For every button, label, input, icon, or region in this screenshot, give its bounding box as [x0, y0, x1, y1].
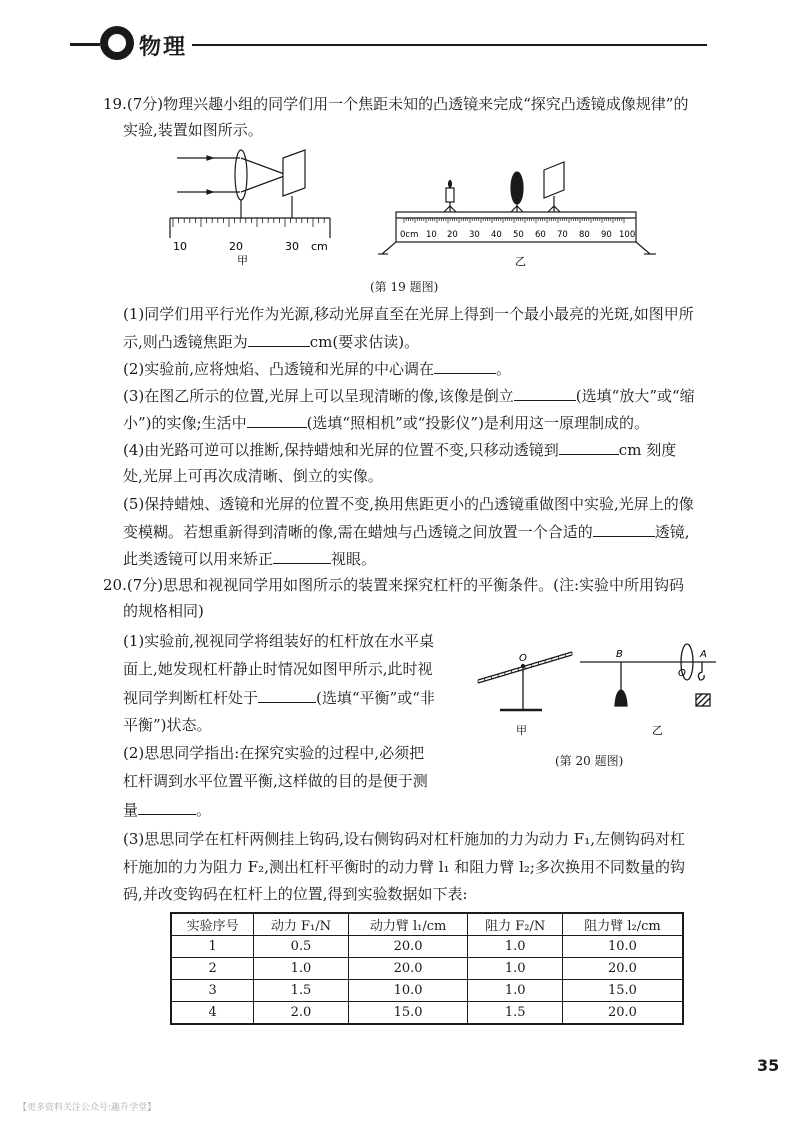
table-cell: 10.0 [348, 980, 468, 1002]
table-cell: 4 [171, 1002, 254, 1025]
q20-part2-line2: 杠杆调到水平位置平衡,这样做的目的是便于测 [123, 772, 428, 790]
table-header-cell: 动力臂 l₁/cm [348, 913, 468, 936]
q20-part1-line3: 视同学判断杠杆处于 (选填“平衡”或“非 [123, 689, 435, 707]
q19-part4-line1: (4)由光路可逆可以推断,保持蜡烛和光屏的位置不变,只移动透镜到 cm 刻度 [123, 441, 677, 459]
q20-data-table [170, 912, 684, 1025]
q19-fig-b-tick-40: 40 [491, 230, 502, 240]
q19-part5-line3: 此类透镜可以用来矫正 视眼。 [123, 550, 377, 568]
subject-logo-icon [100, 26, 134, 60]
q20-fig-b-label: 乙 [652, 724, 663, 737]
q20-intro-line2: 的规格相同) [123, 602, 204, 620]
q20-figure-caption: (第 20 题图) [555, 754, 624, 768]
q19-part5-line2: 变模糊。若想重新得到清晰的像,需在蜡烛与凸透镜之间放置一个合适的 透镜, [123, 523, 690, 541]
q20-part2-line3: 量 。 [123, 801, 212, 819]
q20-part3-line3: 码,并改变钩码在杠杆上的位置,得到实验数据如下表: [123, 885, 468, 903]
q19-part3-line2: 小”)的实像;生活中 (选填“照相机”或“投影仪”)是利用这一原理制成的。 [123, 414, 649, 432]
q19-part2-line: (2)实验前,应将烛焰、凸透镜和光屏的中心调在 。 [123, 360, 512, 378]
q19-intro-line2: 实验,装置如图所示。 [123, 121, 263, 139]
table-row [171, 1002, 683, 1025]
table-cell: 20.0 [562, 1002, 683, 1025]
table-cell: 20.0 [348, 958, 468, 980]
table-cell: 15.0 [348, 1002, 468, 1025]
table-cell: 10.0 [562, 936, 683, 958]
q19-part4-line2: 处,光屏上可再次成清晰、倒立的实像。 [123, 467, 383, 485]
table-cell: 3 [171, 980, 254, 1002]
q19-fig-a-tick-30: 30 [285, 240, 299, 253]
subject-title: 物理 [139, 35, 188, 60]
q20-part1-line1: (1)实验前,视视同学将组装好的杠杆放在水平桌 [123, 632, 435, 650]
q19-part1-line2: 示,则凸透镜焦距为 cm(要求估读)。 [123, 333, 420, 351]
q19-figure-a [165, 146, 335, 266]
q19-fig-a-tick-10: 10 [173, 240, 187, 253]
table-header-cell: 阻力臂 l₂/cm [562, 913, 683, 936]
table-row [171, 980, 683, 1002]
q19-fig-b-tick-20: 20 [447, 230, 458, 240]
header-rule-left [70, 43, 100, 46]
q20-fig-b-label-O: O [678, 668, 686, 679]
q19-answer-blank-6[interactable] [593, 521, 655, 537]
q19-figure-b [378, 160, 668, 270]
table-cell: 20.0 [562, 958, 683, 980]
table-header-cell: 阻力 F₂/N [468, 913, 562, 936]
q19-answer-blank-5[interactable] [559, 439, 619, 455]
q19-fig-b-tick-70: 70 [557, 230, 568, 240]
table-cell: 1.0 [254, 958, 348, 980]
q20-part2-line1: (2)思思同学指出:在探究实验的过程中,必须把 [123, 744, 425, 762]
q19-part5-line1: (5)保持蜡烛、透镜和光屏的位置不变,换用焦距更小的凸透镜重做图中实验,光屏上的像 [123, 495, 694, 513]
q19-part1-line1: (1)同学们用平行光作为光源,移动光屏直至在光屏上得到一个最小最亮的光斑,如图甲所 [123, 305, 694, 323]
q20-fig-b-label-B: B [616, 649, 623, 660]
table-cell: 20.0 [348, 936, 468, 958]
q20-intro-line1: 20.(7分)思思和视视同学用如图所示的装置来探究杠杆的平衡条件。(注:实验中所用钩码 [103, 576, 685, 594]
q20-part3-line1: (3)思思同学在杠杆两侧挂上钩码,设右侧钩码对杠杆施加的力为动力 F₁,左侧钩码对杠 [123, 830, 685, 848]
q20-part1-line2: 面上,她发现杠杆静止时情况如图甲所示,此时视 [123, 660, 433, 678]
table-header-cell: 实验序号 [171, 913, 254, 936]
table-cell: 2.0 [254, 1002, 348, 1025]
table-header-cell: 动力 F₁/N [254, 913, 348, 936]
q20-answer-blank-1[interactable] [258, 687, 316, 703]
q19-answer-blank-3[interactable] [514, 385, 576, 401]
table-cell: 15.0 [562, 980, 683, 1002]
page-number: 35 [757, 1056, 780, 1075]
table-row [171, 936, 683, 958]
q19-fig-b-tick-50: 50 [513, 230, 524, 240]
q19-fig-b-label: 乙 [515, 255, 526, 268]
q19-answer-blank-2[interactable] [434, 358, 496, 374]
q19-answer-blank-1[interactable] [248, 331, 310, 347]
table-row [171, 958, 683, 980]
q19-fig-b-tick-80: 80 [579, 230, 590, 240]
q20-figure-b [578, 636, 723, 746]
q19-fig-b-tick-100: 100 [619, 230, 636, 240]
q20-part1-line4: 平衡”)状态。 [123, 716, 212, 734]
q19-answer-blank-4[interactable] [247, 412, 307, 428]
q19-figure-caption: (第 19 题图) [370, 280, 439, 294]
q19-fig-a-unit: cm [311, 240, 328, 253]
q20-fig-a-label: 甲 [516, 724, 527, 737]
header-rule-right [192, 44, 707, 46]
q19-fig-a-label: 甲 [237, 254, 248, 267]
table-cell: 1.5 [254, 980, 348, 1002]
q19-fig-b-tick-30: 30 [469, 230, 480, 240]
q20-figure-a [476, 640, 582, 740]
table-cell: 1.0 [468, 980, 562, 1002]
q19-fig-a-tick-20: 20 [229, 240, 243, 253]
q19-fig-b-tick-90: 90 [601, 230, 612, 240]
q19-fig-b-tick-0: 0cm [400, 230, 419, 240]
q19-intro-line1: 19.(7分)物理兴趣小组的同学们用一个焦距未知的凸透镜来完成“探究凸透镜成像规律”的 [103, 95, 689, 113]
table-cell: 2 [171, 958, 254, 980]
q19-fig-b-tick-60: 60 [535, 230, 546, 240]
q19-part3-line1: (3)在图乙所示的位置,光屏上可以呈现清晰的像,该像是倒立 (选填“放大”或“缩 [123, 387, 695, 405]
table-header-row [171, 913, 683, 936]
q19-answer-blank-7[interactable] [273, 548, 331, 564]
table-cell: 0.5 [254, 936, 348, 958]
table-cell: 1.0 [468, 958, 562, 980]
table-cell: 1 [171, 936, 254, 958]
q20-part3-line2: 杆施加的力为阻力 F₂,测出杠杆平衡时的动力臂 l₁ 和阻力臂 l₂;多次换用不同数量的钩 [123, 858, 685, 876]
table-cell: 1.5 [468, 1002, 562, 1025]
table-cell: 1.0 [468, 936, 562, 958]
q19-fig-b-tick-10: 10 [426, 230, 437, 240]
footer-note: 【更多资料关注公众号:趣升学堂】 [18, 1103, 157, 1113]
q20-fig-b-label-A: A [700, 649, 707, 660]
q20-fig-a-pivot-label: O [519, 653, 527, 664]
q20-answer-blank-2[interactable] [138, 799, 196, 815]
